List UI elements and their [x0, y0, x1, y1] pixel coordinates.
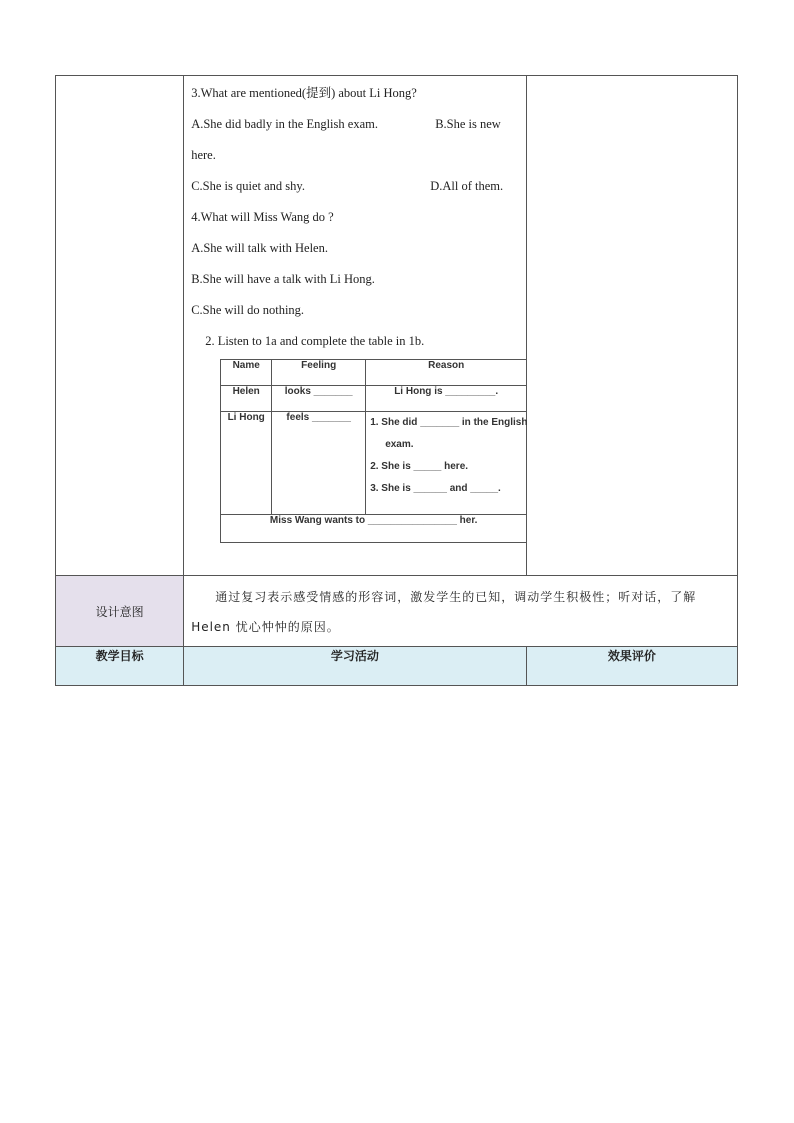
- lihong-reason-2: 2. She is _____ here.: [370, 461, 469, 472]
- row-helen: [221, 386, 527, 412]
- listening-table: [220, 359, 527, 543]
- question-3-option-b-continued: here.: [191, 148, 216, 162]
- activity-cell: [184, 76, 527, 576]
- helen-name: Helen: [221, 386, 272, 412]
- helen-reason: Li Hong is _________.: [366, 386, 527, 412]
- header-learning-activity: 学习活动: [184, 647, 527, 686]
- lihong-reason-1: 1. She did _______ in the English: [370, 417, 528, 428]
- question-3-option-b: B.She is new: [435, 117, 501, 131]
- question-3-option-c: C.She is quiet and shy.: [191, 179, 305, 193]
- design-intent-text: 通过复习表示感受情感的形容词，激发学生的已知，调动学生积极性；听对话，了解 Helen 忧心忡忡的原因。: [184, 576, 738, 647]
- question-3: 3.What are mentioned(提到) about Li Hong?: [191, 86, 417, 100]
- design-row: [56, 576, 738, 647]
- question-4-option-c: C.She will do nothing.: [191, 303, 305, 317]
- lesson-plan-table: [55, 75, 738, 686]
- lihong-reasons: [366, 412, 527, 515]
- header-reason: Reason: [366, 360, 527, 386]
- helen-feeling: looks _______: [272, 386, 366, 412]
- lihong-reason-1-continued: exam.: [385, 439, 414, 450]
- header-feeling: Feeling: [272, 360, 366, 386]
- evaluation-cell: [526, 76, 737, 576]
- question-4-option-a: A.She will talk with Helen.: [191, 241, 328, 255]
- lihong-feeling: feels _______: [272, 412, 366, 515]
- question-4-option-b: B.She will have a talk with Li Hong.: [191, 272, 375, 286]
- question-3-option-a: A.She did badly in the English exam.: [191, 117, 378, 131]
- design-intent-label: 设计意图: [56, 576, 184, 647]
- section-header-row: [56, 647, 738, 686]
- row-footer: [221, 515, 527, 543]
- goal-cell: [56, 76, 184, 576]
- lihong-reason-3: 3. She is ______ and _____.: [370, 483, 501, 494]
- header-teaching-goal: 教学目标: [56, 647, 184, 686]
- question-3-option-d: D.All of them.: [430, 179, 504, 193]
- question-4: 4.What will Miss Wang do ?: [191, 210, 334, 224]
- listening-table-header: [221, 360, 527, 386]
- activity-row: [56, 76, 738, 576]
- header-name: Name: [221, 360, 272, 386]
- lihong-name: Li Hong: [221, 412, 272, 515]
- row-li-hong: [221, 412, 527, 515]
- footer-sentence: Miss Wang wants to ________________ her.: [221, 515, 527, 543]
- header-evaluation: 效果评价: [526, 647, 737, 686]
- task-2-instruction: 2. Listen to 1a and complete the table in 1b.: [205, 334, 425, 348]
